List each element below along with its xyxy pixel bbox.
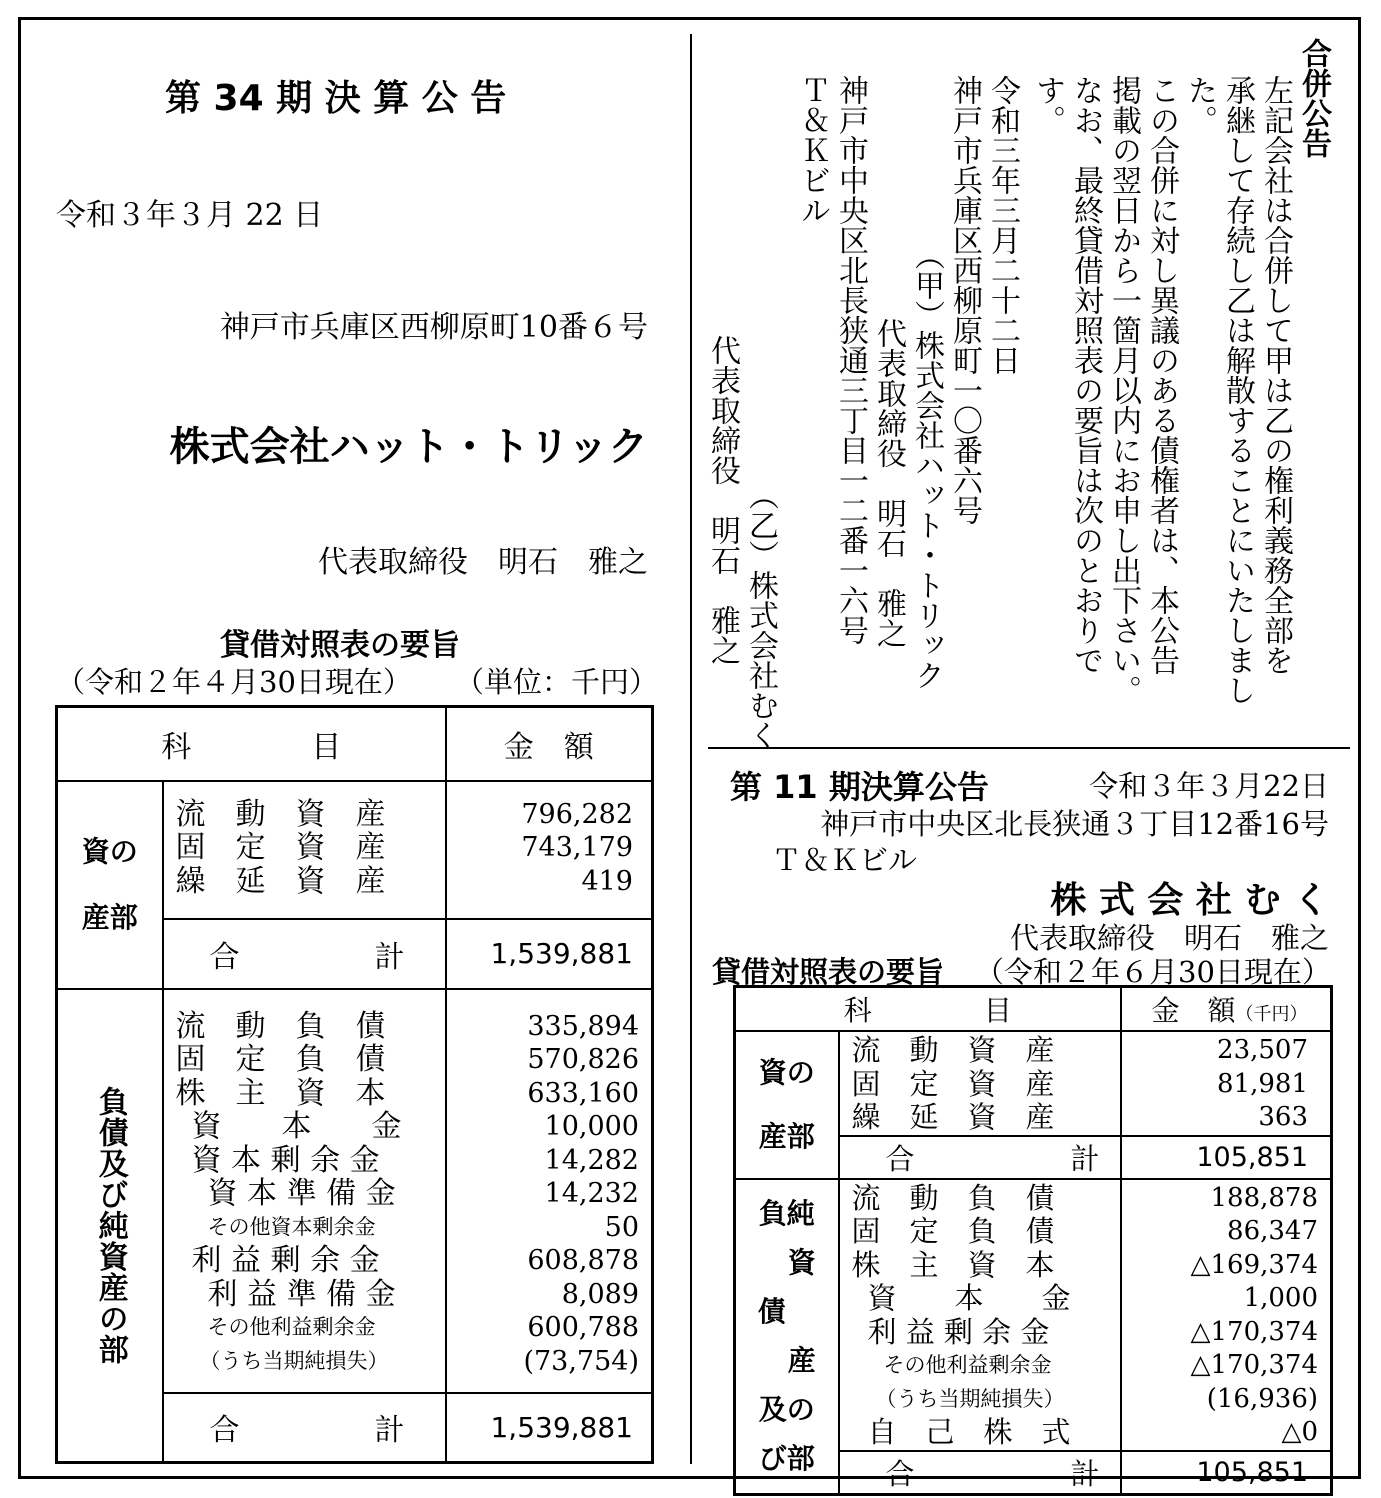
right-company: 株 式 会 社 む く: [1050, 880, 1329, 921]
right-assets-values: [1121, 1031, 1332, 1136]
right-bs-title: 貸借対照表の要旨: [712, 955, 945, 989]
left-balance-sheet: [55, 705, 654, 1464]
right-liab-value: △169,374: [1190, 1249, 1319, 1280]
left-liab-value: 14,282: [544, 1144, 639, 1176]
left-asset-value: 743,179: [521, 832, 633, 863]
total-label-left: 合: [885, 1141, 915, 1176]
right-building: Ｔ＆Ｋビル: [772, 843, 918, 877]
right-liab-item: 株 主 資 本: [851, 1247, 1055, 1282]
left-liab-item: 資 本 金: [191, 1109, 402, 1144]
right-bs-asof: （令和２年６月30日現在）: [975, 955, 1331, 989]
left-assets-items: [163, 781, 446, 919]
left-liab-item: 資 本 準 備 金: [207, 1176, 396, 1211]
right-asset-value: 23,507: [1217, 1035, 1309, 1065]
merger-line: 左記会社は合併して甲は乙の権利義務全部を: [1258, 75, 1293, 675]
left-liab-value: 10,000: [544, 1111, 639, 1142]
right-liab-item: その他利益剰余金: [883, 1353, 1052, 1377]
right-assets-total: 105,851: [1121, 1136, 1332, 1179]
left-assets-total-label: [163, 919, 446, 989]
left-asset-item: 流 動 資 産: [175, 796, 386, 832]
total-label-right: 計: [374, 939, 405, 975]
right-header-item: 科 目: [735, 987, 1121, 1032]
right-asset-value: 81,981: [1217, 1068, 1309, 1099]
left-liab-item: 利 益 準 備 金: [207, 1276, 396, 1312]
left-liab-value: 50: [604, 1211, 639, 1243]
total-label-left: 合: [209, 939, 240, 975]
merger-line: 掲載の翌日から一箇月以内にお申し出下さい。: [1106, 75, 1141, 705]
total-label-left: 合: [885, 1456, 915, 1491]
left-liab-item: 利 益 剰 余 金: [191, 1243, 380, 1278]
left-address: 神戸市兵庫区西柳原町10番６号: [219, 310, 648, 345]
right-liab-item: 利 益 剰 余 金: [867, 1314, 1050, 1349]
left-bs-title: 貸借対照表の要旨: [220, 628, 460, 663]
right-representative: 代表取締役 明石 雅之: [1009, 921, 1329, 955]
left-bs-asof: （令和２年４月30日現在）: [56, 665, 412, 699]
right-header-amount-cell: [1121, 987, 1332, 1032]
left-liab-item: その他利益剰余金: [207, 1315, 376, 1339]
left-liab-value: 633,160: [527, 1077, 639, 1109]
merger-line: 代表取締役 明石 雅之: [871, 318, 906, 648]
right-assets-items: [839, 1031, 1121, 1136]
left-liab-value: 608,878: [527, 1245, 639, 1276]
left-assets-section-label: [57, 781, 163, 989]
left-company: 株式会社ハット・トリック: [169, 424, 648, 470]
right-liab-values: [1121, 1179, 1332, 1451]
right-balance-sheet: [733, 985, 1333, 1496]
merger-line: 代表取締役 明石 雅之: [705, 335, 740, 665]
right-liab-total-label: [839, 1451, 1121, 1495]
left-liab-value: 8,089: [561, 1278, 639, 1310]
merger-line: 神戸市兵庫区西柳原町一〇番六号: [947, 75, 982, 525]
right-assets-section-label: [735, 1031, 839, 1179]
right-liab-value: 1,000: [1243, 1283, 1319, 1313]
left-liab-item: 株 主 資 本: [175, 1075, 386, 1111]
right-liab-total: 105,851: [1121, 1451, 1332, 1495]
left-liab-item: 流 動 負 債: [175, 1008, 386, 1044]
right-liab-value: △170,374: [1190, 1350, 1319, 1380]
right-liab-value: (16,936): [1206, 1383, 1319, 1414]
right-assets-label-1: 資の: [758, 1055, 815, 1089]
right-liab-label-3: 債: [757, 1295, 786, 1328]
vertical-divider: [690, 34, 692, 1464]
left-liab-item: その他資本剰余金: [207, 1214, 376, 1239]
left-assets-total: 1,539,881: [446, 919, 653, 989]
total-label-right: 計: [374, 1413, 405, 1449]
right-date: 令和３年３月22日: [1089, 769, 1329, 803]
merger-line: す。: [1030, 75, 1065, 135]
merger-line: 承継して存続し乙は解散することにいたしまし: [1220, 75, 1255, 705]
merger-line: 令和三年三月二十二日: [985, 75, 1020, 375]
right-asset-item: 繰 延 資 産: [851, 1100, 1055, 1134]
left-liab-total: 1,539,881: [446, 1393, 653, 1463]
right-header-unit: （千円）: [1235, 1004, 1308, 1025]
right-liab-value: 188,878: [1210, 1182, 1319, 1213]
left-liab-value: 14,232: [544, 1178, 639, 1209]
right-asset-item: 流 動 資 産: [851, 1033, 1055, 1067]
left-liab-label: 負債及び純資産の部: [92, 1085, 128, 1365]
left-liab-value: (73,754): [523, 1345, 639, 1377]
left-liab-value: 335,894: [527, 1010, 639, 1042]
right-asset-item: 固 定 資 産: [851, 1066, 1055, 1101]
right-liab-label-5: 及の: [758, 1393, 815, 1426]
right-liab-label-6: び部: [758, 1442, 815, 1475]
right-header-amount: 金 額: [1151, 994, 1236, 1027]
left-representative: 代表取締役 明石 雅之: [318, 545, 648, 580]
merger-line: た。: [1182, 75, 1217, 135]
right-assets-total-label: [839, 1136, 1121, 1179]
left-liab-value: 600,788: [527, 1312, 639, 1343]
right-address: 神戸市中央区北長狭通３丁目12番16号: [820, 807, 1329, 841]
left-asset-item: 固 定 資 産: [175, 830, 386, 865]
left-liab-item: 資 本 剰 余 金: [191, 1142, 380, 1178]
right-liab-value: △0: [1281, 1417, 1319, 1447]
left-liab-total-label: [163, 1393, 446, 1463]
right-liab-label-1: 負純: [758, 1197, 815, 1230]
right-liab-value: 86,347: [1227, 1216, 1319, 1246]
left-bs-unit: （単位：千円）: [455, 665, 659, 699]
left-asset-value: 419: [581, 865, 633, 897]
right-liab-section-label: [735, 1179, 839, 1495]
merger-line: 神戸市中央区北長狭通三丁目一二番一六号: [833, 75, 868, 645]
right-liab-label-4: 産: [787, 1344, 816, 1377]
left-liab-section-label: [57, 989, 163, 1463]
right-liab-value: △170,374: [1190, 1316, 1319, 1347]
merger-line: （乙）株式会社むく: [743, 480, 778, 750]
horizontal-divider: [708, 747, 1350, 749]
merger-line: なお、最終貸借対照表の要旨は次のとおりで: [1068, 75, 1103, 675]
total-label-right: 計: [1070, 1141, 1100, 1176]
right-liab-item: （うち当期純損失）: [875, 1386, 1065, 1411]
merger-line: （甲）株式会社ハット・トリック: [909, 240, 944, 690]
right-assets-label-2: 産部: [758, 1119, 815, 1153]
merger-title: 合併公告: [1296, 38, 1331, 158]
left-asset-item: 繰 延 資 産: [175, 863, 386, 899]
left-date: 令和３年３月 22 日: [56, 198, 324, 233]
right-asset-value: 363: [1258, 1102, 1309, 1132]
left-title: 第 34 期 決 算 公 告: [165, 78, 507, 119]
left-liab-item: 固 定 負 債: [175, 1042, 386, 1077]
merger-line: Ｔ＆Ｋビル: [795, 75, 830, 225]
right-liab-item: 資 本 金: [867, 1281, 1071, 1315]
right-liab-label-2: 資: [787, 1246, 816, 1279]
merger-line: この合併に対し異議のある債権者は、本公告: [1144, 75, 1179, 675]
right-title: 第 11 期決算公告: [730, 768, 989, 806]
left-liab-values: [446, 989, 653, 1393]
left-assets-label-1: 資の: [81, 834, 138, 868]
right-liab-items: [839, 1179, 1121, 1451]
right-liab-item: 固 定 負 債: [851, 1214, 1055, 1248]
left-asset-value: 796,282: [521, 798, 633, 830]
left-liab-item: （うち当期純損失）: [199, 1348, 389, 1373]
left-header-amount: 金 額: [446, 707, 653, 781]
right-liab-item: 流 動 負 債: [851, 1180, 1055, 1215]
total-label-right: 計: [1070, 1456, 1100, 1491]
total-label-left: 合: [209, 1413, 240, 1449]
left-liab-items: [163, 989, 446, 1393]
left-header-item: 科 目: [57, 707, 446, 781]
left-assets-label-2: 産部: [81, 900, 138, 934]
left-liab-value: 570,826: [527, 1044, 639, 1075]
right-liab-item: 自 己 株 式: [867, 1415, 1071, 1449]
left-assets-values: [446, 781, 653, 919]
